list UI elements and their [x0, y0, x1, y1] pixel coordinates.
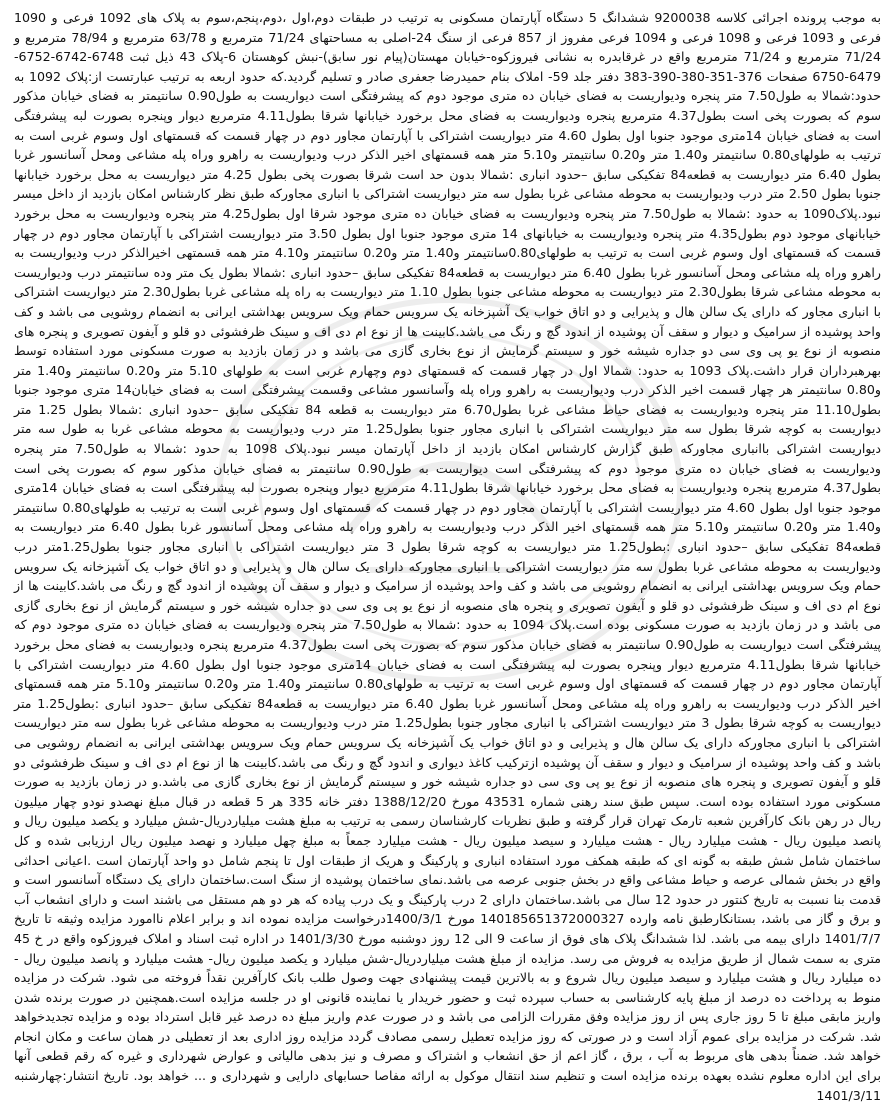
auction-notice-text: به موجب پرونده اجرائی کلاسه 9200038 ششدانگ 5 دستگاه آپارتمان مسکونی به ترتیب در طبقات دوم،اول ،دوم،پنجم،سوم به پلاک های 1092 فرعی و 1090 فرعی و 1093 فرعی و 1098 فرعی و 1094 فرعی مفروز از 857 فرعی از سنگ 24-اصلی به مساحتهای 71/24 مترمربع و 63/78 مترمربع و 78/94 مترمربع و 71/24 مترمربع و 71/24 مترمربع واقع در غرقابدره به نشانی فیروزکوه-خیابان مهستان(پیام نور سابق)-نبش کوهستان 6-پلاک 43 ذیل ثبت 6748-6742-6752-6479-6750 صفحات 376-351-380-390-383 دفتر جلد 59- املاک بنام حمیدرضا جعفری صادر و تسلیم گردید.که حدود اربعه به ترتیب عبارتست از:پلاک 1092 به حدود:شمالا به طول7.50 متر پنجره ودیواریست به فضای خیابان ده متری موجود دوم که پیشرفتگی است دیواریست به طول0.90 سانتیمتر به فضای خیابان مذکور سوم که بصورت پخی است بطول4.37 مترمربع پنجره ودیواریست به فضای محل برخورد خیابانها شرقا بطول4.11 مترمربع دیوار وپنجره بصورت لبه پیشرفتگی است به فضای خیابان 14متری موجود جنوبا اول بطول 4.60 متر دیواریست اشتراکی با آپارتمان مجاور دوم در چهار قسمت که قسمتهای اول وسوم غربی است به ترتیب به طولهای0.80 سانتیمتر و1.40 متر و0.20 سانتیمتر و5.10 متر همه قسمتهای اخیر الذکر درب ودیواریست به راهرو وراه پله مشاعی ومحل آسانسور غربا بطول 6.40 متر دیواریست به قطعه84 تفکیکی سابق –حدود انباری :شمالا بدون حد است شرقا بصورت پخی بطول 4.25 متر دیواریست به محل برخورد خیابانها جنوبا بطول 2.50 متر درب ودیواریست به محوطه مشاعی غربا بطول سه متر دیواریست اشتراکی با انباری مجاورکه طبق نظر کارشناس امکان بازدید از داخل میسر نبود.پلاک1090 به حدود :شمالا به طول7.50 متر پنجره ودیواریست به فضای خیابان ده متری موجود شرقا اول بطول4.25 متر پنجره ودیواریست به محل برخورد خیابانهای موجود دوم بطول4.35 متر پنجره ودیواریست به خیابانهای 14 متری موجود جنوبا اول بطول 3.50 متر دیواریست اشتراکی با آپارتمان مجاور دوم در چهار قسمت که قسمتهای اول وسوم غربی است به ترتیب به طولهای0.80سانتیمتر و1.40 متر و0.20 سانتیمتر و4.10 متر همه قسمتهی اخیرالذکر درب ودیواریست به راهرو وراه پله مشاعی ومحل آسانسور غربا بطول 6.40 متر دیواریست به قطعه84 تفکیکی سابق –حدود انباری :شمالا بطول یک متر وده سانتیمتر درب ودیواریست به محوطه مشاعی شرقا بطول2.30 متر دیواریست به محوطه مشاعی جنوبا بطول 1.10 متر دیواریست به راه پله مشاعی غربا بطول2.30 متر دیواریست اشتراکی با انباری مجاور که دارای یک سالن هال و پذیرایی و دو اتاق خواب یک آشپزخانه یک سرویس حمام ویک سرویس بهداشتی ایرانی به انضمام روشویی می باشد و کف واحد پوشیده از سرامیک و دیوار و سقف آن پوشیده از اندود گچ و رنگ می باشد.کابینت ها از نوع ام دی اف و سینک ظرفشوئی دو قلو و آیفون تصویری و پنجره های منصوبه از نوع یو پی وی سی دو جداره شیشه خور و سیستم گرمایش از نوع بخاری گازی می باشد و در زمان بازدید به صورت مسکونی مورد استفاده توسط بهرهبرداران قرار داشت.پلاک 1093 به حدود: شمالا اول در چهار قسمت که قسمتهای دوم وچهارم غربی است به طولهای 5.10 متر و0.20 سانتیمتر و1.40 متر و0.80 سانتیمتر هر چهار قسمت اخیر الذکر درب ودیواریست به راهرو وراه پله وآسانسور مشاعی وقسمت پیشرفتگی است به فضای خیابان14 متری موجود جنوبا بطول11.10 متر پنجره ودیواریست به فضای حیاط مشاعی غربا بطول6.70 متر دیواریست به قطعه 84 تفکیکی سابق –حدود انباری :شمالا بطول 1.25 متر دیواریست به کوچه شرقا بطول سه متر دیواریست اشتراکی با انباری مجاور جنوبا بطول1.25 متر درب ودیواریست به محوطه مشاعی غربا به طول سه متر دیواریست اشتراکی باانباری مجاورکه طبق گزارش کارشناس امکان بازدید از داخل آپارتمان میسر نبود.پلاک 1098 به حدود :شمالا به طول7.50 متر پنجره ودیواریست به فضای خیابان ده متری موجود دوم که پیشرفتگی است دیواریست به طول0.90 سانتیمتر به فضای خیابان مذکور سوم که بصورت پخی است بطول4.37 مترمربع پنجره ودیواریست به فضای محل برخورد خیابانها شرقا بطول4.11 مترمربع دیوار وپنجره بصورت لبه پیشرفتگی است به فضای خیابان 14متری موجود جنوبا اول بطول 4.60 متر دیواریست اشتراکی با آپارتمان مجاور دوم در چهار قسمت که قسمتهای اول وسوم غربی است به ترتیب به طولهای0.80 سانتیمتر و1.40 متر و0.20 سانتیمتر و5.10 متر همه قسمتهای اخیر الذکر درب ودیواریست به راهرو وراه پله مشاعی ومحل آسانسور غربا بطول 6.40 متر دیواریست به قطعه84 تفکیکی سابق –حدود انباری :بطول1.25 متر دیواریست به کوچه شرقا بطول 3 متر دیواریست اشتراکی با انباری مجاور جنوبا بطول1.25متر درب ودیواریست به محوطه مشاعی غربا بطول سه متر دیواریست اشتراکی با انباری مجاورکه دارای یک سالن هال و پذیرایی و دو اتاق خواب یک آشپزخانه یک سرویس حمام ویک سرویس بهداشتی ایرانی به انضمام روشویی می باشد و کف واحد پوشیده از سرامیک و دیوار و سقف آن پوشیده از اندود گچ و رنگ می باشد.کابینت ها از نوع ام دی اف و سینک ظرفشوئی دو قلو و آیفون تصویری و پنجره های منصوبه از نوع یو پی وی سی دو جداره شیشه خور و سیستم گرمایش از نوع بخاری گازی می باشد و در زمان بازدید به صورت مسکونی بوده است.پلاک 1094 به حدود :شمالا به طول7.50 متر پنجره ودیواریست به فضای خیابان ده متری موجود دوم که پیشرفتگی است دیواریست به طول0.90 سانتیمتر به فضای خیابان مذکور سوم که بصورت پخی است بطول4.37 مترمربع پنجره ودیواریست به فضای محل برخورد خیابانها شرقا بطول4.11 مترمربع دیوار وپنجره بصورت لبه پیشرفتگی است به فضای خیابان 14متری موجود جنوبا اول بطول 4.60 متر دیواریست اشتراکی با آپارتمان مجاور دوم در چهار قسمت که قسمتهای اول وسوم غربی است به ترتیب به طولهای0.80 سانتیمتر و1.40 متر و0.20 سانتیمتر و5.10 متر همه قسمتهای اخیر الذکر درب ودیواریست به راهرو وراه پله مشاعی ومحل آسانسور غربا بطول 6.40 متر دیواریست به قطعه84 تفکیکی سابق –حدود انباری :بطول1.25 متر دیواریست به کوچه شرقا بطول 3 متر دیواریست اشتراکی با انباری مجاور جنوبا بطول1.25 متر درب ودیواریست به محوطه مشاعی غربا بطول سه متر دیواریست اشتراکی با انباری مجاورکه دارای یک سالن هال و پذیرایی و دو اتاق خواب یک آشپزخانه یک سرویس حمام ویک سرویس بهداشتی ایرانی به انضمام روشویی می باشد و کف واحد پوشیده از سرامیک و دیوار و سقف آن پوشیده ازترکیب کاغذ دیواری و اندود گچ و رنگ می باشد.کابینت ها از نوع ام دی اف و سینک ظرفشوئی دو قلو و آیفون تصویری و پنجره های منصوبه از نوع یو پی وی سی دو جداره شیشه خور و سیستم گرمایش از نوع بخاری گازی می باشد.و در زمان بازدید به صورت مسکونی مورد استفاده بوده است. سپس طبق سند رهنی شماره 43531 مورخ 1388/12/20 دفتر خانه 335 هر 5 قطعه در قبال مبلغ نهصدو نودو چهار میلیون ریال در رهن بانک کارآفرین شعبه تارمک تهران قرار گرفته و طبق نظریات کارشناسان رسمی به ترتیب به مبلغ هشت میلیاردریال-شش میلیارد و یکصد میلیون ریال و پانصد میلیون ریال - هشت میلیارد ریال - هشت میلیارد و سیصد میلیون ریال - هشت میلیارد جمعاً به مبلغ چهل میلیارد و نهصد میلیون ریال ارزیابی شده و کل ساختمان شامل شش طبقه به گونه ای که طبقه همکف مورد استفاده انباری و پارکینگ و هریک از طبقات اول تا پنجم شامل دو واحد آپارتمان است .اعیانی احداثی واقع در بخش شمالی عرصه و حیاط مشاعی واقع در بخش جنوبی عرصه می باشد.نمای ساختمان پوشیده از سنگ است.ساختمان دارای یک دستگاه آسانسور است و قدمت بنا نسبت به تاریخ کنتور در حدود 12 سال می باشد.ساختمان دارای 2 درب پارکینگ و یک درب پیاده که هر دو هم مستقل می باشند است و دارای انشعاب آب و برق و گاز می باشد، بستانکارطبق نامه وارده 140185651372000327 مورخ 1400/3/1درخواست مزایده نموده اند و برابر اعلام ناامورد مزایده وثیقه تا تاریخ 1401/7/7 دارای بیمه می باشد. لذا ششدانگ پلاک های فوق از ساعت 9 الی 12 روز دوشنبه مورخ 1401/3/30 در اداره ثبت اسناد و املاک فیروزکوه واقع در خ 45 متری به سمت شمال از طریق مزایده به فروش می رسد. مزایده از مبلغ هشت میلیاردریال-شش میلیارد و یکصد میلیون ریال- هشت میلیارد و پانصد میلیون ریال - ده میلیارد ریال و هشت میلیارد و سیصد میلیون ریال شروع و به بالاترین قیمت پیشنهادی جهت وصول طلب بانک کارآفرین نقداً فروخته می شود. شرکت در مزایده منوط به پرداخت ده درصد از مبلغ پایه کارشناسی به حساب سپرده ثبت و حضور خریدار یا نماینده قانونی او در جلسه مزایده است.همچنین در صورت برنده شدن واریز مابقی مبلغ تا 5 روز جاری پس از روز مزایده وفق مقررات الزامی می باشد و در صورت عدم واریز مبلغ ده درصد غیر قابل استرداد بوده و مزایده تجدیدخواهد شد. شرکت در مزایده برای عموم آزاد است و در صورتی که روز مزایده تعطیل رسمی مصادف گردد مزایده روز اداری بعد از تعطیلی در همان ساعت و مکان انجام خواهد شد. ضمناً بدهی های مربوط به آب ، برق ، گاز اعم از حق انشعاب و اشتراک و مصرف و نیز بدهی مالیاتی و عوارض شهرداری و غیره که رقم قطعی آنها برای این اداره معلوم نشده بعهده برنده مزایده است و تنظیم سند انتقال موکول به ارائه مفاصا حسابهای دارایی و شهرداری و ... خواهد بود. تاریخ انتشار:چهارشنبه 1401/3/11 — [14, 10, 882, 1103]
